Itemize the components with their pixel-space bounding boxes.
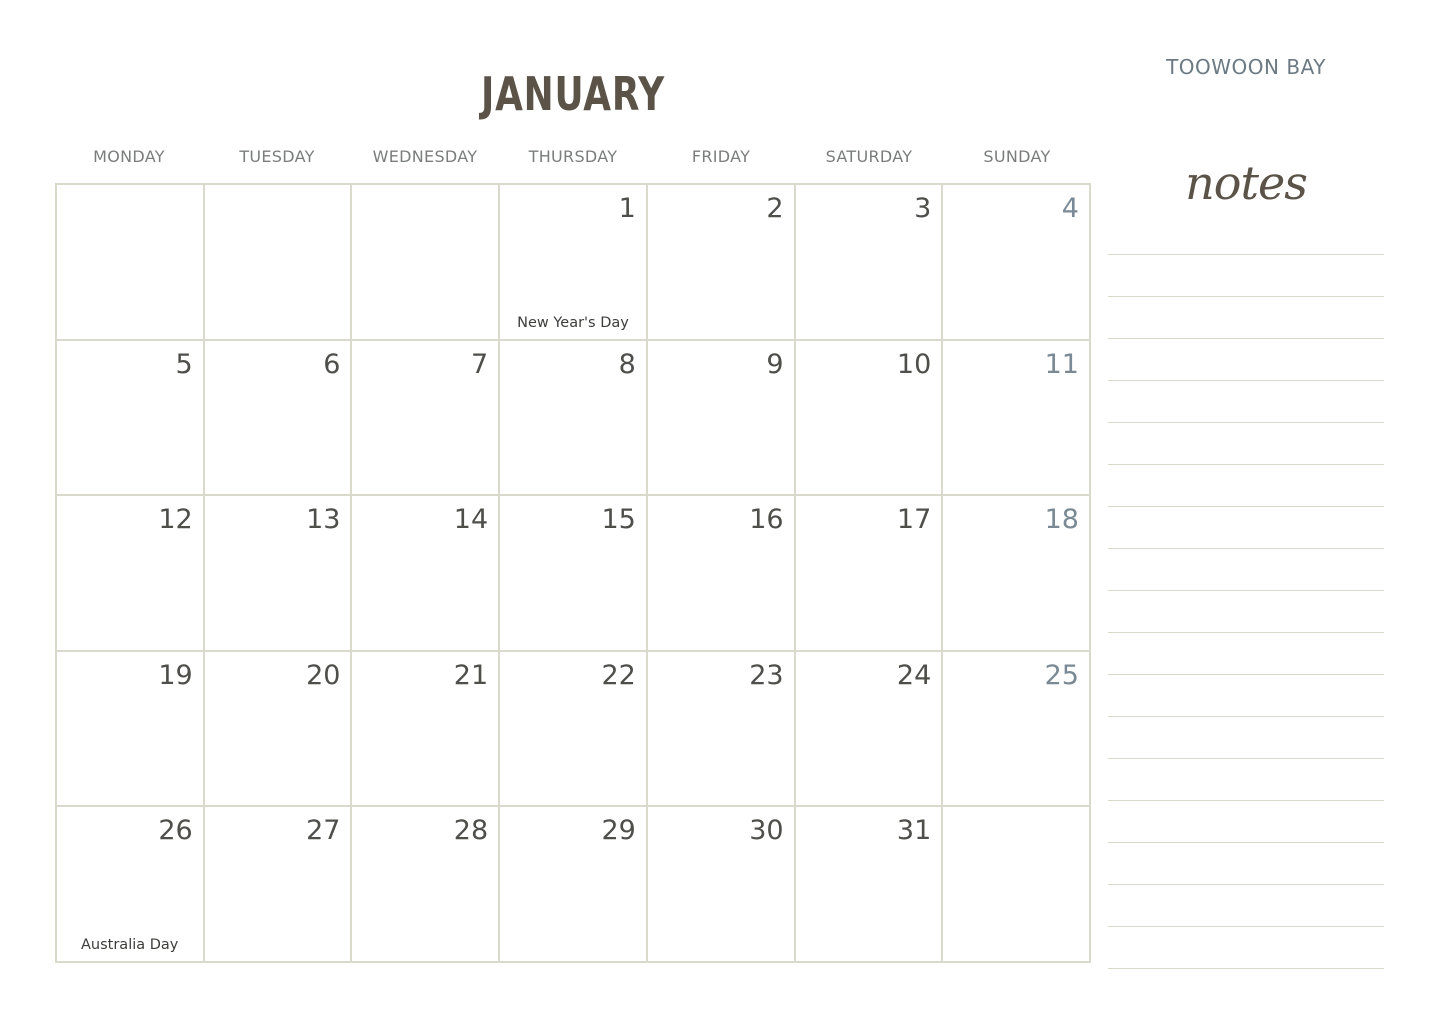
day-cell[interactable] <box>352 496 500 652</box>
day-cell[interactable] <box>500 341 648 497</box>
day-cell[interactable] <box>943 807 1091 963</box>
weekday-sunday: SUNDAY <box>983 147 1051 166</box>
day-cell[interactable] <box>57 185 205 341</box>
weekday-monday: MONDAY <box>93 147 165 166</box>
note-line[interactable] <box>1108 254 1384 255</box>
day-number: 19 <box>158 659 193 691</box>
day-cell[interactable] <box>205 652 353 808</box>
day-cell[interactable] <box>352 652 500 808</box>
day-cell[interactable] <box>943 341 1091 497</box>
day-cell[interactable] <box>352 185 500 341</box>
day-number: 7 <box>470 348 489 380</box>
day-cell[interactable] <box>943 496 1091 652</box>
day-number: 24 <box>896 659 932 691</box>
day-cell[interactable] <box>796 496 944 652</box>
day-number: 2 <box>766 193 784 224</box>
day-number: 4 <box>1061 193 1079 224</box>
note-line[interactable] <box>1108 842 1384 843</box>
day-number: 29 <box>601 815 636 847</box>
note-line[interactable] <box>1108 758 1384 759</box>
day-cell[interactable] <box>352 807 500 963</box>
note-line[interactable] <box>1108 884 1384 885</box>
day-cell[interactable] <box>57 496 205 652</box>
day-cell[interactable] <box>648 807 796 963</box>
day-number: 14 <box>453 504 489 536</box>
day-number: 21 <box>453 659 489 691</box>
note-line[interactable] <box>1108 548 1384 549</box>
weekday-header-row <box>55 147 1091 166</box>
day-cell[interactable] <box>796 341 944 497</box>
note-line[interactable] <box>1108 926 1384 927</box>
day-cell[interactable] <box>796 652 944 808</box>
day-number: 1 <box>618 193 636 224</box>
day-cell[interactable] <box>500 807 648 963</box>
day-number: 11 <box>1044 348 1079 380</box>
holiday-label: New Year's Day <box>517 314 629 331</box>
note-line[interactable] <box>1108 464 1384 465</box>
note-line[interactable] <box>1108 422 1384 423</box>
notes-title: notes <box>1185 156 1307 210</box>
day-cell[interactable] <box>648 496 796 652</box>
weekday-tuesday: TUESDAY <box>239 147 315 166</box>
day-cell[interactable] <box>500 496 648 652</box>
note-line[interactable] <box>1108 380 1384 381</box>
day-number: 5 <box>175 348 193 380</box>
day-cell[interactable] <box>500 185 648 341</box>
day-number: 28 <box>453 815 489 847</box>
day-cell[interactable] <box>796 185 944 341</box>
day-number: 3 <box>914 193 932 224</box>
holiday-label: Australia Day <box>81 937 179 953</box>
day-number: 8 <box>618 348 636 380</box>
note-line[interactable] <box>1108 800 1384 801</box>
day-cell[interactable] <box>943 652 1091 808</box>
calendar-grid <box>55 183 1091 963</box>
day-number: 13 <box>306 504 341 536</box>
day-number: 18 <box>1044 504 1079 536</box>
day-cell[interactable] <box>648 652 796 808</box>
day-number: 17 <box>896 504 932 536</box>
day-number: 15 <box>601 504 636 536</box>
day-number: 20 <box>306 659 341 691</box>
weekday-wednesday: WEDNESDAY <box>372 147 478 166</box>
day-number: 9 <box>766 348 784 380</box>
note-line[interactable] <box>1108 506 1384 507</box>
day-cell[interactable] <box>205 185 353 341</box>
day-number: 23 <box>749 659 784 691</box>
day-number: 26 <box>158 815 193 847</box>
day-cell[interactable] <box>57 807 205 963</box>
day-number: 6 <box>323 348 341 380</box>
weekday-friday: FRIDAY <box>691 147 751 166</box>
note-line[interactable] <box>1108 632 1384 633</box>
note-line[interactable] <box>1108 968 1384 969</box>
weekday-saturday: SATURDAY <box>825 147 913 166</box>
weekday-thursday: THURSDAY <box>528 147 618 166</box>
day-number: 16 <box>749 504 784 536</box>
note-line[interactable] <box>1108 296 1384 297</box>
day-cell[interactable] <box>648 341 796 497</box>
day-cell[interactable] <box>57 341 205 497</box>
note-line[interactable] <box>1108 674 1384 675</box>
day-cell[interactable] <box>205 807 353 963</box>
day-cell[interactable] <box>57 652 205 808</box>
day-cell[interactable] <box>796 807 944 963</box>
day-number: 12 <box>158 504 193 536</box>
day-number: 10 <box>896 348 932 380</box>
month-title: JANUARY <box>480 67 666 121</box>
day-number: 22 <box>601 659 636 691</box>
note-line[interactable] <box>1108 590 1384 591</box>
day-number: 25 <box>1044 659 1079 691</box>
day-number: 30 <box>749 815 784 847</box>
day-cell[interactable] <box>205 496 353 652</box>
day-number: 27 <box>306 815 341 847</box>
day-cell[interactable] <box>648 185 796 341</box>
day-number: 31 <box>896 815 932 847</box>
day-cell[interactable] <box>352 341 500 497</box>
note-line[interactable] <box>1108 338 1384 339</box>
note-line[interactable] <box>1108 716 1384 717</box>
day-cell[interactable] <box>500 652 648 808</box>
location-label: TOOWOON BAY <box>1166 55 1326 79</box>
day-cell[interactable] <box>205 341 353 497</box>
day-cell[interactable] <box>943 185 1091 341</box>
